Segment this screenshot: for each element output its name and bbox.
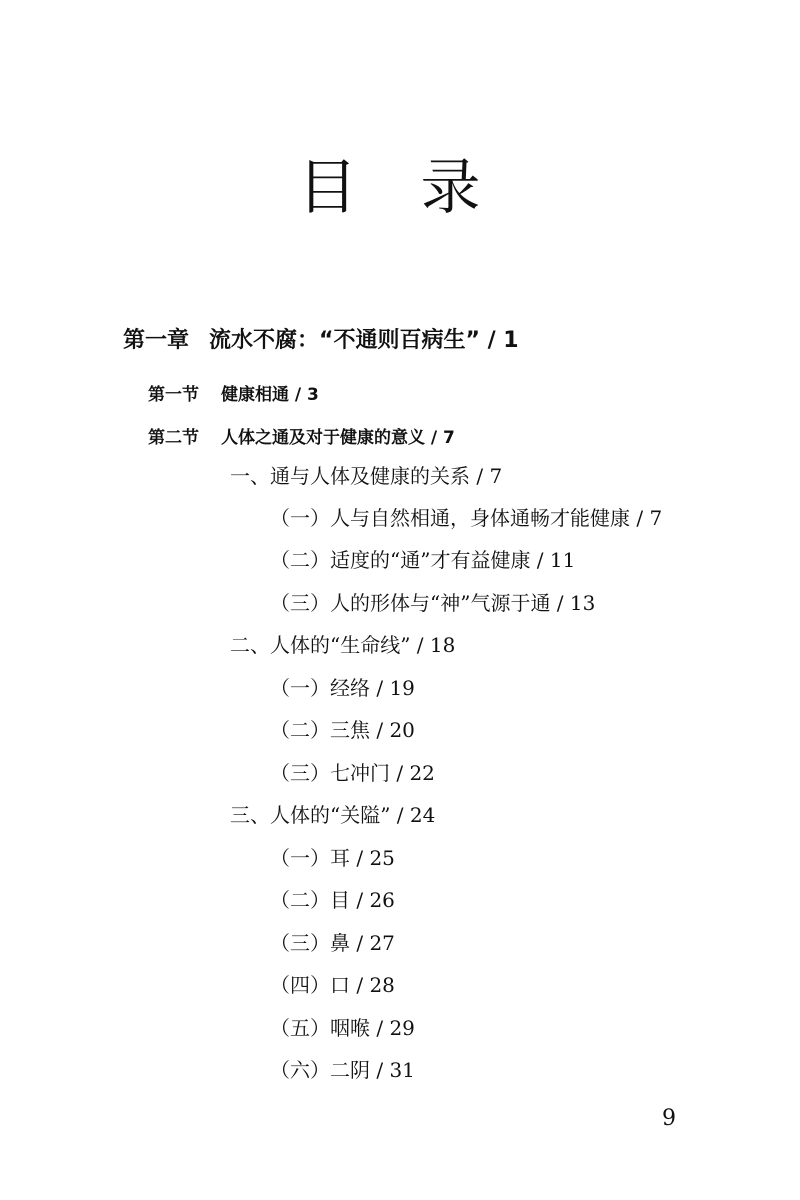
chapter-title: 流水不腐：“不通则百病生” / 1 [209,328,519,353]
section-title: 人体之通及对于健康的意义 / 7 [221,428,455,448]
toc-subentry[interactable]: （一）经络 / 19 [270,676,415,700]
toc-section-1[interactable] [148,382,319,408]
toc-subentry[interactable]: （二）三焦 / 20 [270,718,415,742]
toc-subentry[interactable]: （一）耳 / 25 [270,846,395,870]
toc-entry[interactable]: 一、通与人体及健康的关系 / 7 [230,464,503,488]
toc-entry[interactable]: 二、人体的“生命线” / 18 [230,633,456,657]
toc-subentry[interactable]: （六）二阴 / 31 [270,1058,415,1082]
chapter-label: 第一章 [123,328,190,353]
toc-subentry[interactable]: （二）适度的“通”才有益健康 / 11 [270,548,576,572]
section-title: 健康相通 / 3 [221,385,319,405]
toc-section-2[interactable] [148,425,455,451]
toc-subentry[interactable]: （二）目 / 26 [270,888,395,912]
section-label: 第二节 [148,428,199,448]
toc-subentry[interactable]: （五）咽喉 / 29 [270,1016,415,1040]
toc-subentry[interactable]: （四）口 / 28 [270,973,395,997]
page-title: 目 录 [297,153,503,223]
toc-subentry[interactable]: （三）人的形体与“神”气源于通 / 13 [270,591,596,615]
toc-chapter-1[interactable] [123,326,519,356]
toc-entry[interactable]: 三、人体的“关隘” / 24 [230,803,436,827]
section-label: 第一节 [148,385,199,405]
toc-subentry[interactable]: （三）鼻 / 27 [270,931,395,955]
toc-subentry[interactable]: （三）七冲门 / 22 [270,761,435,785]
page-number: 9 [662,1106,676,1131]
toc-subentry[interactable]: （一）人与自然相通，身体通畅才能健康 / 7 [270,506,663,530]
